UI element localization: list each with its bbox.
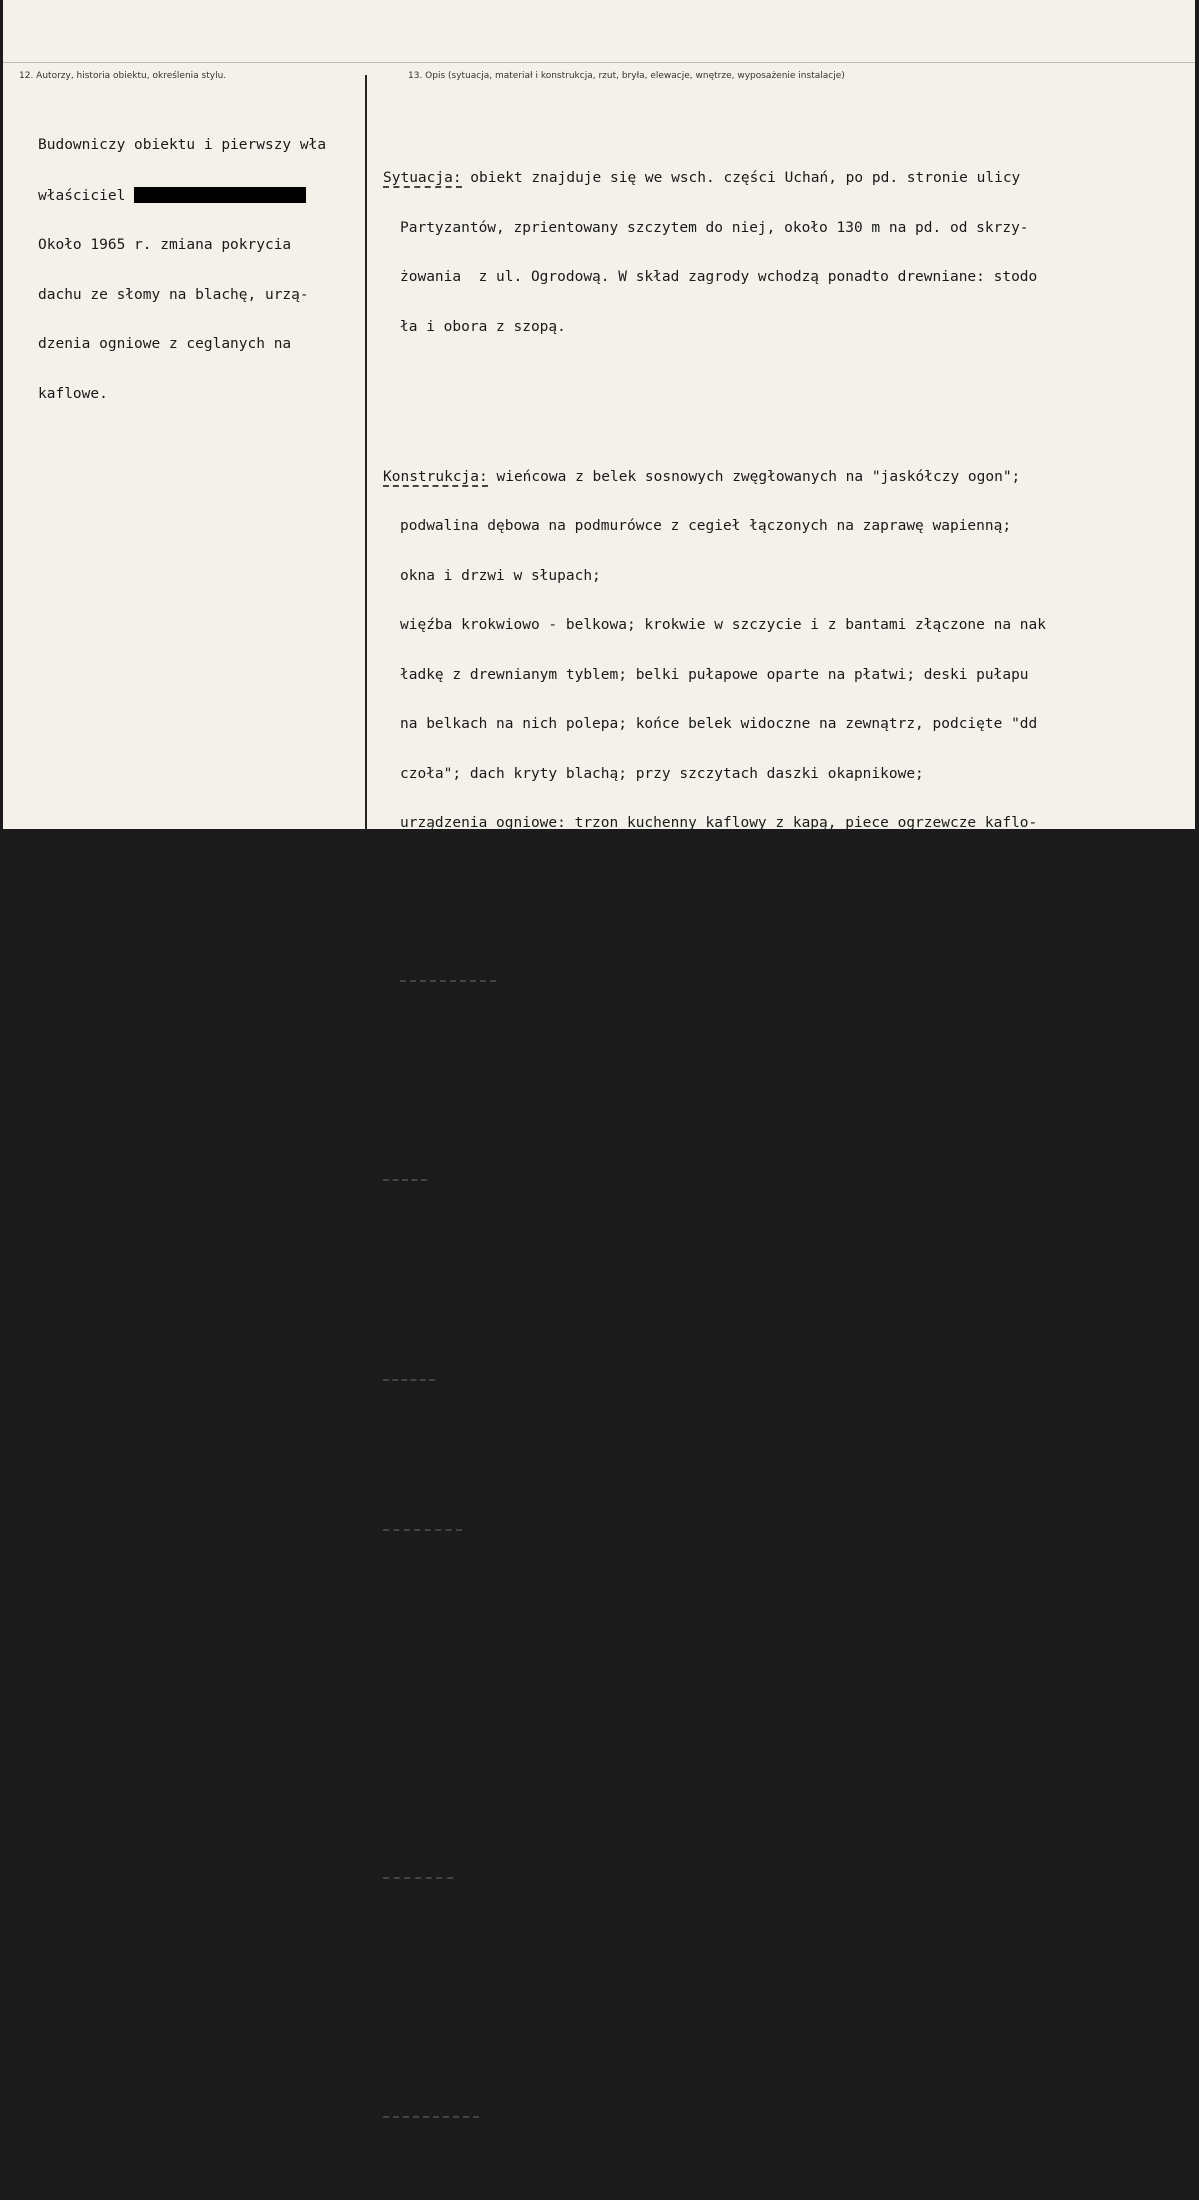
text-line: Partyzantów, zprientowany szczytem do niej, około 130 m na pd. od skrzy- [400, 219, 1029, 236]
text-line: ści pd. jednoskrzydłowe płycinowe z zamkami nakładkowymi. [400, 1959, 898, 1976]
index-card [3, 0, 1195, 2116]
text-line: Budowniczy obiektu i pierwszy wła [38, 137, 327, 153]
text-line: dachu ze słomy na blachę, urzą- [38, 286, 309, 303]
text-line: jednoskrzydłowe, z klamkami zapadkowymi; szczyty z pionowych desek z rom- [400, 1661, 1038, 1677]
section-heading: Elewacje: [383, 1512, 462, 1529]
text-line: urządzenia ogniowe: trzon kuchenny kaflowy z kapą, piece ogrzewcze kaflo- [400, 815, 1038, 831]
text-line: okna i drzwi w słupach; [400, 567, 601, 584]
field-12-label: 12. Autorzy, historia obiektu, określenia stylu. [19, 71, 227, 81]
section-rzut: Rzut: obiekt na rzucie prostokąta, szerokofrontowy, jednotraktowy, pięcio- wnętrzowy/ sień, kuchnia, 3 izby/, z prostokątną przybudówką od zach. [383, 1130, 1046, 1262]
text-line: więźba krokwiowo - belkowa; krokwie w szczycie i z bantami złączone na nak [400, 617, 1047, 633]
redaction-bar [134, 187, 306, 203]
authors-history-text [38, 104, 326, 435]
description-text [383, 104, 1046, 2200]
section-heading: Bryła: [383, 1362, 436, 1379]
field-13-label: 13. Opis (sytuacja, materiał i konstrukcja, rzut, bryła, elewacje, wnętrze, wyposażenie instalacje) [408, 71, 845, 81]
text-line: drzwi wejściowe do przybudówki deskowe, od frontu dwuskrzydłowe, z boku [400, 1611, 1020, 1628]
text-line: wnętrzowy/ sień, kuchnia, 3 izby/, z prostokątną przybudówką od zach. [400, 1212, 1003, 1229]
section-sytuacja: Sytuacja: obiekt znajduje się we wsch. części Uchań, po pd. stronie ulicy Partyzantów, zprientowany szczytem do niej, około 130 m na pd. od skrzy- żowania z ul. Ogrodową. W skład zagrody wchodzą ponadto drewniane: stodo ła i obora z szopą. [383, 137, 1046, 368]
text-line: we, komin kolumnowy z cegły z długą świnką od pn. ; podłogi z desek sos- [400, 864, 1029, 881]
text-line: Około 1965 r. zmiana pokrycia [38, 237, 292, 253]
text-line: na belkach na nich polepa; końce belek widoczne na zewnątrz, podcięte "dd [400, 716, 1038, 732]
section-heading: Konstrukcja: [383, 468, 488, 485]
section-wnetrze: Wnętrze: bielone; drzwi w części pn. jednoskrzydłowe, deskowe , tylko z kuch ni do izby jednoskrzydłowe płycinowe, z zamkami nakładkowymi; drzwi w czę ści pd. jednoskrzydłowe płycinowe z zamkami nakładkowymi. [383, 1860, 1047, 1976]
section-instalacje: Instalacje: elektryczna i odgromowa [383, 2099, 689, 2116]
section-elewacje: Elewacje:ściany obite papą, przybudówka bielona; okna dubeltowe, dwupolowe, sześcioszybkowe, w przybudówce 2 prostokątne okienka po obu stronach drzwi drzwi wejściowe do przybudówki deskowe, od frontu dwuskrzydłowe, z boku jednoskrzydłowe, z klamkami zapadkowymi; szczyty z pionowych desek z rom- boidalnymi wycięciami. [383, 1512, 1047, 1727]
text-line: sześcioszybkowe, w przybudówce 2 prostokątne okienka po obu stronach drzwi [400, 1562, 1047, 1578]
text-line: żowania z ul. Ogrodową. W skład zagrody wchodzą ponadto drewniane: stodo [400, 269, 1038, 285]
text-line: ła i obora z szopą. [400, 318, 566, 335]
text-line: dzenia ogniowe z ceglanych na [38, 336, 292, 352]
column-divider [365, 75, 367, 830]
text-line: ni do izby jednoskrzydłowe płycinowe, z zamkami nakładkowymi; drzwi w czę [400, 1910, 1038, 1926]
section-konstrukcja: Konstrukcja: wieńcowa z belek sosnowych zwęgłowanych na "jaskółczy ogon"; podwalina dębowa na podmurówce z cegieł łączonych na zaprawę wapienną; okna i drzwi w słupach; więźba krokwiowo - belkowa; krokwie w szczycie i z bantami złączone na nak ładkę z drewnianym tyblem; belki pułapowe oparte na płatwi; deski pułapu na belkach na nich polepa; końce belek widoczne na zewnątrz, podcięte "dd czoła"; dach kryty blachą; przy szczytach daszki okapnikowe; urządzenia ogniowe: trzon kuchenny kaflowy z kapą, piece ogrzewcze kaflo- we, komin kolumnowy z cegły z długą świnką od pn. ; podłogi z desek sos- nowych. przybudówka /"przybuk"/ w konstrukcji ryglowej, na podwalinie dębowej, pod wspólnym dachem z domem /mniejszy kąt nachylenia/. [383, 468, 1047, 1029]
header-rule [3, 62, 1195, 63]
text-line: kaflowe. [38, 385, 108, 402]
subsection-heading: przybudówka [400, 963, 497, 980]
text-line: podwalina dębowa na podmurówce z cegieł łączonych na zaprawę wapienną; [400, 518, 1012, 534]
section-bryla: Bryła: jednokondygnacyjny, bez piwnic, dach dwuspadowy. [383, 1362, 864, 1379]
text-line: pod wspólnym dachem z domem /mniejszy kąt nachylenia/. [400, 1013, 872, 1029]
text-line: boidalnymi wycięciami. [400, 1710, 593, 1727]
text-line: czoła"; dach kryty blachą; przy szczytach daszki okapnikowe; [400, 765, 924, 782]
section-heading: Rzut: [383, 1163, 427, 1179]
text-line: właściciel [38, 187, 326, 205]
text-line: nowych. [400, 914, 462, 930]
section-heading: Instalacje: [383, 2099, 480, 2116]
section-heading: Wnętrze: [383, 1860, 453, 1877]
section-heading: Sytuacja: [383, 170, 462, 186]
text-line: ładkę z drewnianym tyblem; belki pułapowe oparte na płatwi; deski pułapu [400, 666, 1029, 683]
